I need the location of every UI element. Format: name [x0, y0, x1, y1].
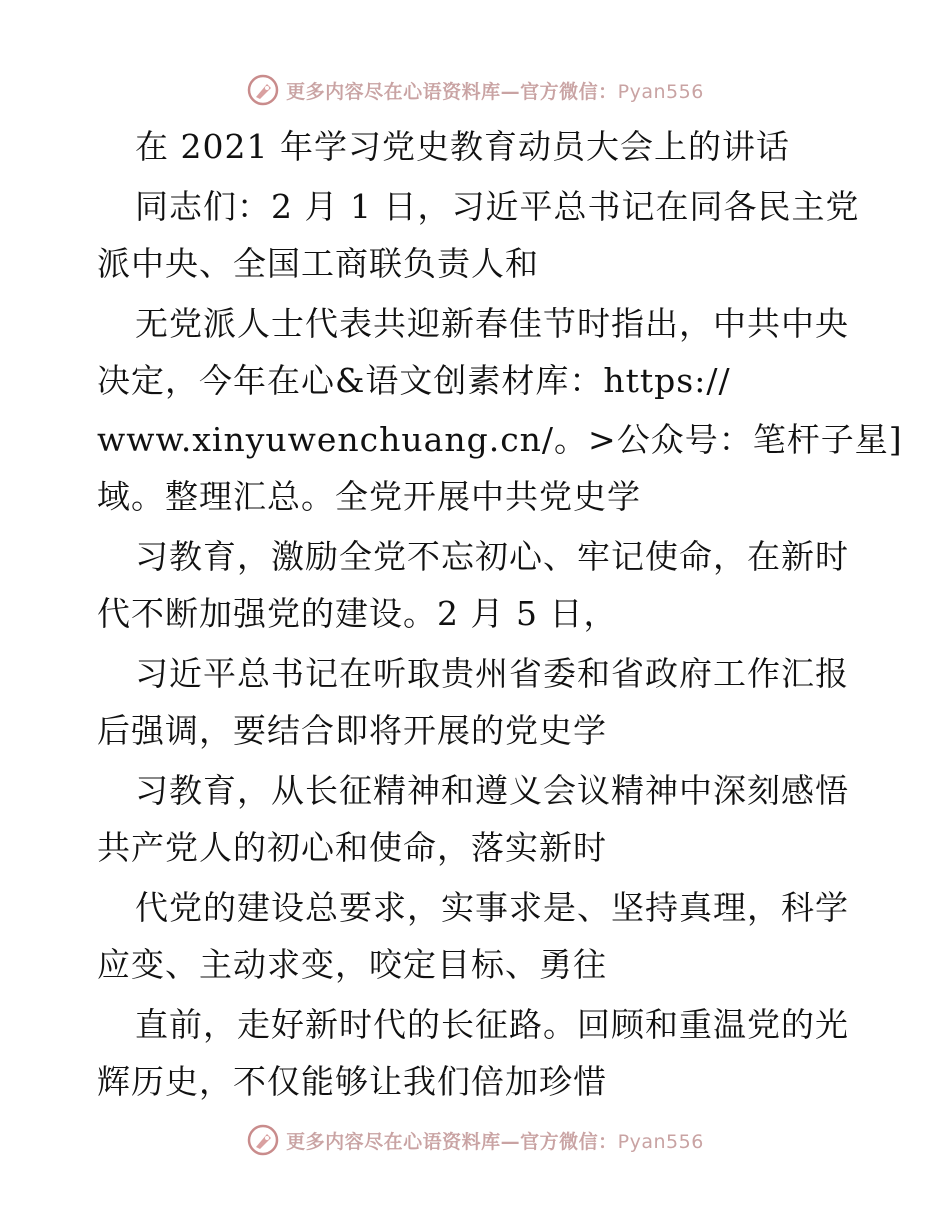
paragraph-line: 同志们：2 月 1 日，习近平总书记在同各民主党: [135, 187, 860, 226]
paragraph-line: 直前，走好新时代的长征路。回顾和重温党的光: [135, 1005, 849, 1044]
paragraph-line: 决定，今年在心&语文创素材库：https://: [97, 361, 731, 400]
watermark-handle: Pyan556: [617, 80, 704, 103]
paragraph-line: 辉历史，不仅能够让我们倍加珍惜: [97, 1062, 607, 1101]
watermark-handle: Pyan556: [617, 1130, 704, 1153]
paragraph-line: 习近平总书记在听取贵州省委和省政府工作汇报: [135, 654, 849, 693]
paragraph-line: 共产党人的初心和使命，落实新时: [97, 828, 607, 867]
paragraph-line: 派中央、全国工商联负责人和: [97, 244, 539, 283]
paragraph-line: 代不断加强党的建设。2 月 5 日，: [97, 594, 618, 633]
pen-nib-circle-icon: [246, 1123, 280, 1157]
paragraph-line: 域。整理汇总。全党开展中共党史学: [97, 477, 641, 516]
paragraph-line: 习教育，激励全党不忘初心、牢记使命，在新时: [135, 537, 849, 576]
document-title: 在 2021 年学习党史教育动员大会上的讲话: [135, 127, 790, 166]
paragraph-line: www.xinyuwenchuang.cn/。>公众号：笔杆子星]: [97, 420, 903, 459]
paragraph-line: 代党的建设总要求，实事求是、坚持真理，科学: [135, 888, 849, 927]
pen-nib-circle-icon: [246, 73, 280, 107]
paragraph-line: 习教育，从长征精神和遵义会议精神中深刻感悟: [135, 771, 849, 810]
paragraph-line: 无党派人士代表共迎新春佳节时指出，中共中央: [135, 304, 849, 343]
paragraph-line: 后强调，要结合即将开展的党史学: [97, 711, 607, 750]
watermark-text: 更多内容尽在心语资料库—官方微信：Pyan556: [286, 80, 704, 103]
watermark-text: 更多内容尽在心语资料库—官方微信：Pyan556: [286, 1130, 704, 1153]
paragraph-line: 应变、主动求变，咬定目标、勇往: [97, 945, 607, 984]
footer-watermark: [0, 1120, 950, 1160]
header-watermark: [0, 70, 950, 110]
